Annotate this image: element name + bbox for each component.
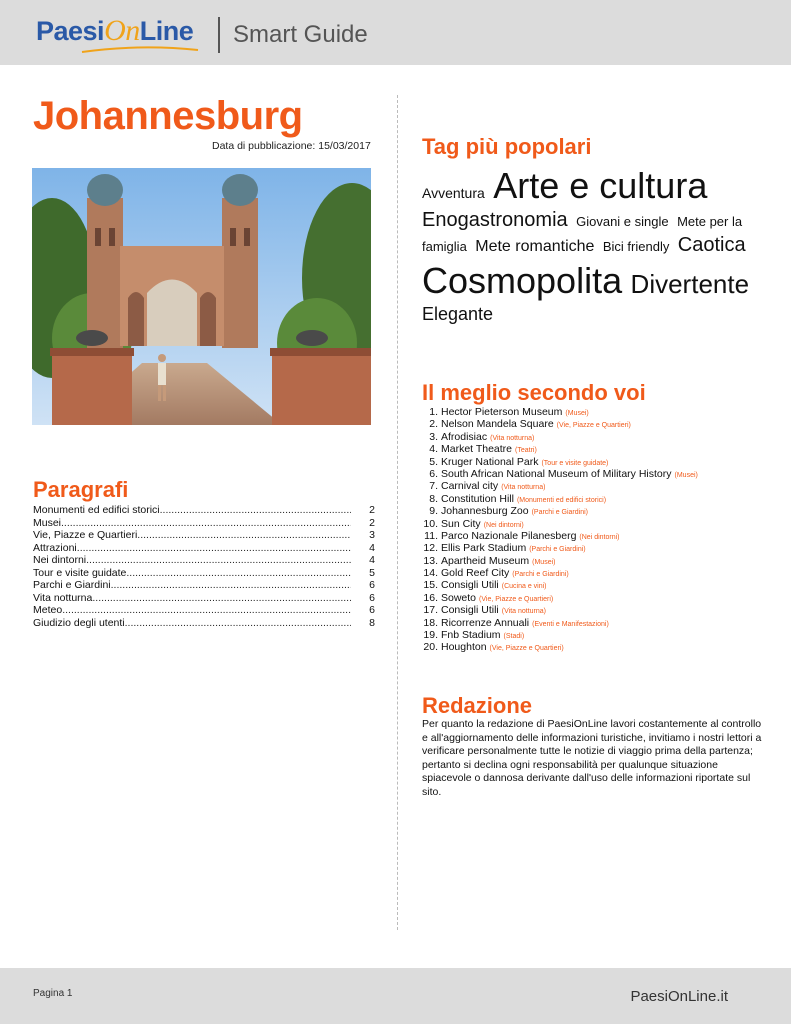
ranking-name: Carnival city	[441, 480, 499, 493]
toc-page-number: 2	[369, 516, 375, 529]
toc-label: Attrazioni .....	[33, 542, 351, 555]
toc-row[interactable]	[33, 517, 375, 530]
toc-page-number: 5	[369, 566, 375, 579]
ranking-category: (Vie, Piazze e Quartieri)	[556, 422, 631, 430]
footer-site-link[interactable]: PaesiOnLine.it	[630, 988, 728, 1005]
ranking-name: Fnb Stadium	[441, 629, 501, 642]
redazione-heading: Redazione	[422, 693, 533, 718]
ranking-number: 13.	[423, 554, 438, 567]
toc-page-number: 2	[369, 504, 375, 516]
ranking-number: 5.	[429, 455, 438, 468]
ranking-category: (Teatri)	[515, 447, 537, 455]
ranking-category: (Musei)	[674, 471, 698, 479]
page-title: Johannesburg	[33, 94, 303, 138]
ranking-number: 15.	[423, 579, 438, 592]
ranking-number: 7.	[429, 480, 438, 493]
ranking-category: (Monumenti ed edifici storici)	[516, 496, 607, 504]
ranking-item[interactable]	[422, 493, 767, 505]
ranking-name: Consigli Utili	[441, 604, 499, 617]
toc-row[interactable]	[33, 567, 375, 580]
toc-page-number: 6	[369, 579, 375, 591]
toc-row[interactable]	[33, 504, 375, 517]
footer-bar	[0, 968, 791, 1024]
ranking-number: 17.	[423, 604, 438, 617]
logo-swoosh-icon	[80, 44, 200, 54]
toc-label: Monumenti ed edifici storici .....	[33, 504, 351, 517]
header-divider	[218, 17, 220, 53]
toc-label: Meteo .....	[33, 604, 351, 617]
toc-label: Parchi e Giardini .....	[33, 579, 351, 592]
ranking-category: (Cucina e vini)	[501, 583, 547, 591]
ranking-item[interactable]	[422, 456, 767, 468]
ranking-number: 16.	[423, 591, 438, 604]
ranking-number: 1.	[429, 406, 438, 418]
paesionline-logo[interactable]	[36, 14, 193, 54]
paragrafi-toc	[33, 504, 375, 629]
tag-link[interactable]: Caotica	[677, 234, 746, 256]
ranking-item[interactable]	[422, 641, 767, 653]
ranking-name: Ellis Park Stadium	[441, 542, 527, 555]
ranking-item[interactable]	[422, 418, 767, 430]
ranking-number: 2.	[429, 418, 438, 431]
ranking-item[interactable]	[422, 480, 767, 492]
toc-label: Musei .....	[33, 517, 351, 530]
tags-heading: Tag più popolari	[422, 134, 592, 159]
ranking-item[interactable]	[422, 617, 767, 629]
redazione-text: Per quanto la redazione di PaesiOnLine lavori costantemente al controllo e all'aggiornamento delle informazioni turistiche, invitiamo i nostri lettori a verificare personalmente tutte le notizie di viaggio prima della partenza; pertanto si declina ogni responsabilità per qualunque situazione spiacevole o dannosa derivante dall'uso delle informazioni riportate sul sito.	[422, 718, 762, 798]
ranking-item[interactable]	[422, 604, 767, 616]
ranking-category: (Nei dintorni)	[483, 521, 524, 529]
ranking-item[interactable]	[422, 443, 767, 455]
ranking-category: (Tour e visite guidate)	[541, 459, 609, 467]
ranking-name: Constitution Hill	[441, 492, 514, 505]
ranking-name: Market Theatre	[441, 443, 513, 456]
ranking-item[interactable]	[422, 579, 767, 591]
logo-on: On	[104, 14, 140, 47]
toc-page-number: 6	[369, 591, 375, 604]
tag-link[interactable]: Avventura	[422, 185, 485, 201]
tag-link[interactable]: Giovani e single	[576, 214, 669, 229]
toc-label: Giudizio degli utenti .....	[33, 617, 351, 630]
ranking-name: South African National Museum of Military History	[441, 467, 672, 480]
ranking-category: (Musei)	[565, 410, 589, 417]
ranking-name: Houghton	[441, 641, 487, 654]
toc-row[interactable]	[33, 617, 375, 630]
ranking-name: Ricorrenze Annuali	[441, 616, 530, 629]
ranking-name: Sun City	[441, 517, 481, 530]
tag-link[interactable]: Arte e cultura	[493, 165, 708, 206]
page-number: Pagina 1	[33, 988, 73, 999]
ranking-item[interactable]	[422, 530, 767, 542]
ranking-name: Johannesburg Zoo	[441, 505, 529, 518]
ranking-number: 10.	[423, 517, 438, 530]
ranking-number: 19.	[423, 629, 438, 642]
tag-link[interactable]: Elegante	[422, 304, 494, 324]
ranking-category: (Musei)	[532, 558, 556, 566]
ranking-category: (Stadi)	[503, 633, 525, 641]
toc-page-number: 4	[369, 541, 375, 554]
ranking-name: Parco Nazionale Pilanesberg	[441, 529, 577, 542]
ranking-item[interactable]	[422, 468, 767, 480]
ranking-category: (Parchi e Giardini)	[531, 509, 588, 517]
toc-row[interactable]	[33, 579, 375, 592]
toc-page-number: 4	[369, 554, 375, 566]
toc-label: Nei dintorni .....	[33, 554, 351, 567]
logo-paesi: Paesi	[36, 16, 105, 46]
tag-link[interactable]: Mete per la famiglia	[422, 214, 743, 254]
ranking-number: 6.	[429, 467, 438, 480]
ranking-heading: Il meglio secondo voi	[422, 380, 646, 405]
logo-line: Line	[139, 16, 194, 46]
ranking-number: 12.	[423, 542, 438, 555]
ranking-number: 18.	[423, 616, 438, 629]
tag-link[interactable]: Bici friendly	[602, 239, 670, 254]
ranking-number: 14.	[423, 567, 438, 580]
toc-row[interactable]	[33, 592, 375, 605]
toc-row[interactable]	[33, 542, 375, 555]
ranking-number: 20.	[423, 641, 438, 654]
ranking-category: (Parchi e Giardini)	[529, 546, 586, 554]
toc-row[interactable]	[33, 529, 375, 542]
ranking-item[interactable]	[422, 567, 767, 579]
tag-cloud	[422, 163, 762, 326]
column-divider	[397, 95, 398, 930]
ranking-category: (Vita notturna)	[501, 484, 546, 492]
ranking-item[interactable]	[422, 518, 767, 530]
ranking-name: Apartheid Museum	[441, 554, 530, 567]
ranking-number: 4.	[429, 443, 438, 456]
ranking-name: Kruger National Park	[441, 455, 539, 468]
toc-page-number: 6	[369, 604, 375, 616]
ranking-category: (Vie, Piazze e Quartieri)	[489, 645, 564, 653]
tag-link[interactable]: Cosmopolita	[422, 260, 623, 301]
tag-link[interactable]: Mete romantiche	[475, 238, 595, 255]
ranking-number: 3.	[429, 430, 438, 443]
tag-link[interactable]: Enogastronomia	[422, 209, 568, 231]
ranking-name: Afrodisiac	[441, 430, 488, 443]
ranking-item[interactable]	[422, 629, 767, 641]
ranking-category: (Vie, Piazze e Quartieri)	[479, 595, 554, 603]
header-bar	[0, 0, 791, 65]
ranking-category: (Vita notturna)	[501, 608, 546, 616]
toc-label: Vie, Piazze e Quartieri .....	[33, 529, 351, 542]
ranking-item[interactable]	[422, 542, 767, 554]
ranking-name: Consigli Utili	[441, 579, 499, 592]
toc-label: Vita notturna .....	[33, 592, 351, 605]
paragrafi-heading: Paragrafi	[33, 477, 129, 502]
ranking-number: 9.	[429, 505, 438, 518]
tag-link[interactable]: Divertente	[630, 269, 750, 299]
ranking-category: (Vita notturna)	[490, 434, 535, 442]
toc-row[interactable]	[33, 554, 375, 567]
publication-date: Data di pubblicazione: 15/03/2017	[212, 140, 371, 152]
ranking-item[interactable]	[422, 555, 767, 567]
header-subtitle: Smart Guide	[233, 21, 368, 48]
ranking-number: 8.	[429, 492, 438, 505]
palace-image	[32, 168, 371, 425]
ranking-category: (Eventi e Manifestazioni)	[532, 620, 609, 628]
toc-label: Tour e visite guidate .....	[33, 567, 351, 580]
toc-page-number: 8	[369, 616, 375, 629]
ranking-name: Hector Pieterson Museum	[441, 406, 563, 418]
toc-page-number: 3	[369, 529, 375, 541]
toc-row[interactable]	[33, 604, 375, 617]
ranking-category: (Parchi e Giardini)	[512, 571, 569, 579]
ranking-list	[422, 406, 767, 654]
ranking-item[interactable]	[422, 406, 767, 418]
ranking-category: (Nei dintorni)	[579, 533, 620, 541]
city-photo	[32, 168, 371, 425]
ranking-name: Gold Reef City	[441, 567, 510, 580]
ranking-item[interactable]	[422, 431, 767, 443]
ranking-item[interactable]	[422, 505, 767, 517]
ranking-name: Nelson Mandela Square	[441, 418, 554, 431]
ranking-name: Soweto	[441, 591, 477, 604]
ranking-number: 11.	[424, 529, 438, 542]
ranking-item[interactable]	[422, 592, 767, 604]
